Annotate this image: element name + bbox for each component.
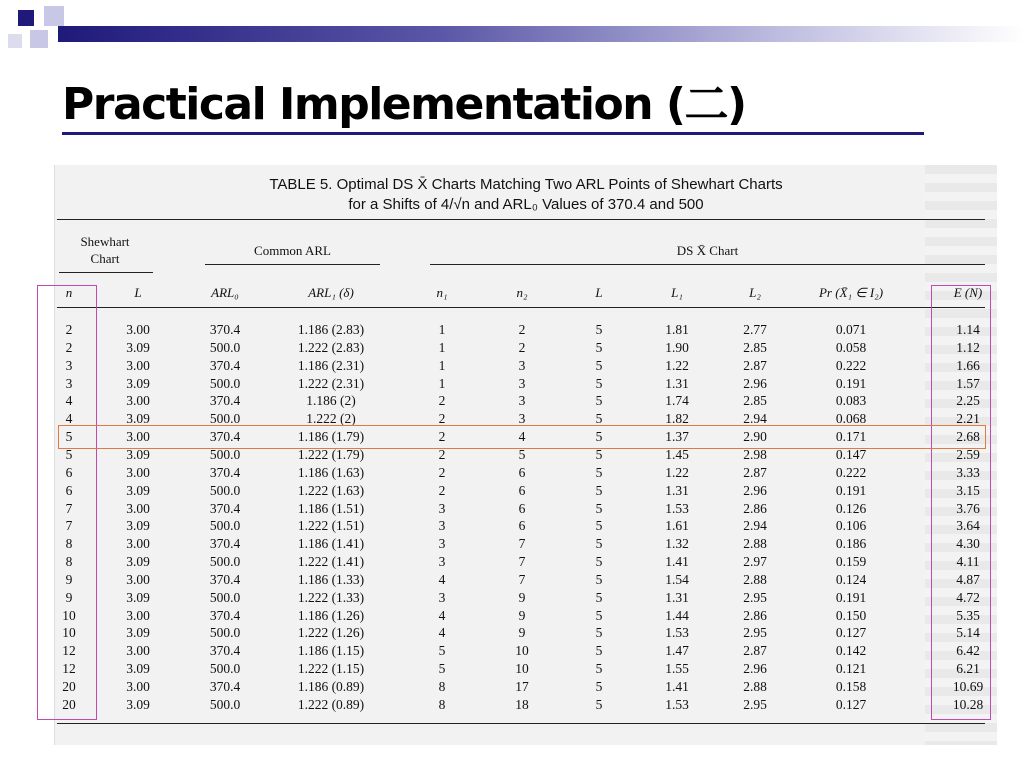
cell-n2: 7 — [518, 571, 526, 587]
cell-l: 3.00 — [126, 536, 150, 552]
cell-l: 3.00 — [126, 322, 150, 337]
cell-n1: 3 — [438, 589, 446, 605]
cell-l1: 1.31 — [665, 375, 689, 391]
cell-n1: 2 — [438, 429, 446, 445]
cell-n1: 1 — [438, 375, 446, 391]
corner-square-lavender — [44, 6, 64, 26]
cell-l: 3.09 — [126, 446, 150, 462]
cell-l: 3.09 — [126, 589, 150, 605]
cell-n1: 8 — [438, 679, 446, 694]
cell-n1: 1 — [438, 357, 446, 373]
cell-l-ds: 5 — [595, 536, 603, 552]
cell-l2: 2.94 — [743, 411, 767, 427]
cell-en: 10.28 — [952, 696, 984, 712]
cell-arl1: 1.222 (1.33) — [297, 589, 365, 605]
title-underline — [62, 132, 924, 135]
cell-arl0: 370.4 — [209, 679, 241, 694]
cell-n: 10 — [62, 625, 76, 641]
cell-n1: 2 — [438, 464, 446, 480]
table-caption-line2: for a Shifts of 4/√n and ARL₀ Values of 370.4 and 500 — [348, 196, 704, 213]
cell-n1: 5 — [438, 643, 446, 659]
cell-n1: 2 — [438, 482, 446, 498]
cell-n1: 2 — [438, 411, 446, 427]
scanned-table — [54, 165, 997, 745]
cell-pr: 0.150 — [835, 607, 867, 623]
highlight-column-en — [931, 285, 991, 720]
bottom-rule — [57, 723, 985, 724]
highlight-row-n5 — [58, 425, 986, 449]
corner-square-lavender — [30, 30, 48, 48]
cell-arl0: 500.0 — [209, 554, 241, 570]
column-header-n2: n₂ — [516, 285, 528, 300]
group-header-shewhart: Shewhart Chart — [80, 234, 130, 266]
cell-l1: 1.45 — [665, 446, 689, 462]
cell-n1: 4 — [438, 625, 446, 641]
cell-en: 4.11 — [956, 554, 980, 570]
highlight-column-n — [37, 285, 97, 720]
cell-l1: 1.55 — [665, 661, 689, 677]
cell-l: 3.09 — [126, 661, 150, 677]
cell-pr: 0.058 — [835, 339, 867, 355]
cell-en: 3.76 — [956, 500, 980, 516]
cell-pr: 0.071 — [835, 322, 867, 337]
cell-n2: 7 — [518, 554, 526, 570]
cell-n: 3 — [65, 375, 73, 391]
cell-l1: 1.54 — [665, 571, 689, 587]
cell-n: 4 — [65, 411, 73, 427]
cell-l: 3.09 — [126, 518, 150, 534]
cell-l2: 2.97 — [743, 554, 767, 570]
cell-l1: 1.61 — [665, 518, 689, 534]
cell-arl1: 1.186 (1.41) — [297, 536, 365, 552]
cell-l2: 2.85 — [743, 393, 767, 409]
cell-l1: 1.74 — [665, 393, 689, 409]
cell-n2: 6 — [518, 518, 526, 534]
cell-pr: 0.186 — [835, 536, 867, 552]
cell-n2: 6 — [518, 464, 526, 480]
cell-en: 1.12 — [956, 339, 980, 355]
cell-n2: 2 — [518, 339, 526, 355]
cell-arl1: 1.186 (1.26) — [297, 607, 365, 623]
cell-l-ds: 5 — [595, 625, 603, 641]
cell-pr: 0.127 — [835, 696, 867, 712]
cell-l-ds: 5 — [595, 322, 603, 337]
table-caption — [55, 175, 997, 215]
cell-n1: 3 — [438, 554, 446, 570]
cell-l1: 1.22 — [665, 357, 689, 373]
cell-l: 3.00 — [126, 607, 150, 623]
cell-n: 6 — [65, 464, 73, 480]
cell-pr: 0.121 — [835, 661, 867, 677]
cell-l-ds: 5 — [595, 429, 603, 445]
cell-n2: 9 — [518, 625, 526, 641]
cell-pr: 0.158 — [835, 679, 867, 694]
cell-n1: 2 — [438, 446, 446, 462]
cell-arl1: 1.186 (2) — [306, 393, 356, 409]
cell-l-ds: 5 — [595, 339, 603, 355]
cell-n2: 3 — [518, 411, 526, 427]
cell-n2: 5 — [518, 446, 526, 462]
cell-pr: 0.106 — [835, 518, 867, 534]
cell-n2: 10 — [515, 643, 529, 659]
cell-l1: 1.82 — [665, 411, 689, 427]
cell-l-ds: 5 — [595, 482, 603, 498]
cell-n: 7 — [65, 500, 73, 516]
cell-arl1: 1.186 (1.79) — [297, 429, 365, 445]
cell-arl1: 1.222 (2) — [306, 411, 356, 427]
cell-en: 2.21 — [956, 411, 980, 427]
cell-en: 3.33 — [956, 464, 980, 480]
cell-pr: 0.124 — [835, 571, 867, 587]
cell-l: 3.09 — [126, 411, 150, 427]
cell-arl0: 370.4 — [209, 607, 241, 623]
cell-arl0: 370.4 — [209, 464, 241, 480]
cell-n2: 4 — [518, 429, 526, 445]
cell-n: 20 — [62, 696, 76, 712]
cell-n: 3 — [65, 357, 73, 373]
cell-arl0: 500.0 — [209, 446, 241, 462]
cell-arl0: 500.0 — [209, 625, 241, 641]
cell-n2: 7 — [518, 536, 526, 552]
cell-l2: 2.88 — [743, 571, 767, 587]
cell-l: 3.00 — [126, 357, 150, 373]
cell-l2: 2.94 — [743, 518, 767, 534]
cell-en: 5.35 — [956, 607, 980, 623]
cell-pr: 0.142 — [835, 643, 867, 659]
cell-l-ds: 5 — [595, 643, 603, 659]
cell-l: 3.00 — [126, 429, 150, 445]
corner-square-light — [8, 34, 22, 48]
cell-l: 3.09 — [126, 554, 150, 570]
cell-n1: 3 — [438, 518, 446, 534]
cell-en: 1.57 — [956, 375, 980, 391]
cell-en: 4.72 — [956, 589, 980, 605]
cell-arl1: 1.222 (1.26) — [297, 625, 365, 641]
slide-title: Practical Implementation (二) — [62, 79, 746, 130]
cell-l1: 1.22 — [665, 464, 689, 480]
cell-n2: 9 — [518, 607, 526, 623]
cell-n: 12 — [62, 661, 76, 677]
cell-l2: 2.96 — [743, 375, 767, 391]
cell-en: 2.59 — [956, 446, 980, 462]
cell-arl0: 500.0 — [209, 589, 241, 605]
cell-n2: 3 — [518, 357, 526, 373]
cell-arl0: 500.0 — [209, 482, 241, 498]
cell-n: 2 — [65, 322, 73, 337]
cell-l2: 2.88 — [743, 679, 767, 694]
cell-n1: 2 — [438, 393, 446, 409]
cell-arl1: 1.222 (1.41) — [297, 554, 365, 570]
cell-en: 2.68 — [956, 429, 980, 445]
cell-arl0: 500.0 — [209, 518, 241, 534]
cell-n2: 6 — [518, 500, 526, 516]
cell-l-ds: 5 — [595, 679, 603, 694]
cell-pr: 0.191 — [835, 589, 867, 605]
cell-en: 3.64 — [956, 518, 980, 534]
cell-arl1: 1.222 (2.83) — [297, 339, 365, 355]
cell-pr: 0.191 — [835, 375, 867, 391]
cell-n2: 3 — [518, 393, 526, 409]
group-header-ds-chart: DS X̄ Chart — [676, 243, 739, 258]
cell-arl0: 500.0 — [209, 696, 241, 712]
cell-arl0: 370.4 — [209, 571, 241, 587]
cell-l2: 2.86 — [743, 607, 767, 623]
cell-arl1: 1.222 (2.31) — [297, 375, 365, 391]
column-header-l: L — [134, 285, 142, 300]
cell-l1: 1.32 — [665, 536, 689, 552]
cell-n2: 2 — [518, 322, 526, 337]
cell-l2: 2.87 — [743, 464, 767, 480]
cell-arl1: 1.186 (0.89) — [297, 679, 365, 694]
cell-arl1: 1.186 (1.15) — [297, 643, 365, 659]
table-caption-line1: TABLE 5. Optimal DS X̄ Charts Matching Two ARL Points of Shewhart Charts — [269, 176, 783, 193]
cell-l2: 2.95 — [743, 589, 767, 605]
cell-l-ds: 5 — [595, 357, 603, 373]
cell-l-ds: 5 — [595, 696, 603, 712]
cell-pr: 0.171 — [835, 429, 867, 445]
cell-arl1: 1.222 (1.15) — [297, 661, 365, 677]
cell-n1: 4 — [438, 607, 446, 623]
column-header-arl0: ARL₀ — [211, 285, 239, 300]
column-header-l1: L₁ — [671, 285, 683, 300]
cell-l-ds: 5 — [595, 661, 603, 677]
cell-pr: 0.222 — [835, 464, 867, 480]
cell-l1: 1.31 — [665, 482, 689, 498]
cell-en: 2.25 — [956, 393, 980, 409]
cell-n1: 5 — [438, 661, 446, 677]
cell-n: 5 — [65, 429, 73, 445]
cell-l1: 1.47 — [665, 643, 689, 659]
cell-en: 5.14 — [956, 625, 980, 641]
header-rule — [57, 307, 985, 308]
header-gradient-bar — [58, 26, 1024, 42]
cell-arl1: 1.222 (1.79) — [297, 446, 365, 462]
cell-l2: 2.87 — [743, 357, 767, 373]
cell-l1: 1.41 — [665, 554, 689, 570]
cell-n: 12 — [62, 643, 76, 659]
cell-l1: 1.53 — [665, 696, 689, 712]
cell-l: 3.00 — [126, 679, 150, 694]
cell-n: 20 — [62, 679, 76, 694]
cell-l-ds: 5 — [595, 464, 603, 480]
cell-arl1: 1.222 (1.63) — [297, 482, 365, 498]
cell-pr: 0.159 — [835, 554, 867, 570]
cell-pr: 0.222 — [835, 357, 867, 373]
cell-l2: 2.98 — [743, 446, 767, 462]
cell-arl1: 1.186 (1.51) — [297, 500, 365, 516]
cell-arl0: 370.4 — [209, 500, 241, 516]
cell-n1: 3 — [438, 536, 446, 552]
cell-l2: 2.88 — [743, 536, 767, 552]
column-header-en: E (N) — [953, 285, 983, 300]
cell-l1: 1.81 — [665, 322, 689, 337]
cell-arl0: 500.0 — [209, 339, 241, 355]
cell-arl1: 1.186 (2.83) — [297, 322, 365, 337]
cell-l: 3.09 — [126, 696, 150, 712]
cell-pr: 0.147 — [835, 446, 867, 462]
cell-n2: 3 — [518, 375, 526, 391]
cell-n2: 17 — [515, 679, 529, 694]
cell-l1: 1.53 — [665, 500, 689, 516]
cell-n2: 18 — [515, 696, 529, 712]
cell-l2: 2.95 — [743, 696, 767, 712]
cell-n: 8 — [65, 536, 73, 552]
cell-en: 3.15 — [956, 482, 980, 498]
cell-n1: 1 — [438, 339, 446, 355]
cell-arl0: 370.4 — [209, 393, 241, 409]
cell-l: 3.00 — [126, 571, 150, 587]
cell-n: 7 — [65, 518, 73, 534]
cell-n: 9 — [65, 571, 73, 587]
cell-l-ds: 5 — [595, 589, 603, 605]
common-arl-rule — [205, 264, 380, 265]
cell-n: 4 — [65, 393, 73, 409]
cell-en: 1.66 — [956, 357, 980, 373]
cell-l: 3.09 — [126, 375, 150, 391]
top-rule — [57, 219, 985, 220]
cell-l: 3.00 — [126, 464, 150, 480]
cell-en: 6.42 — [956, 643, 980, 659]
ds-chart-rule — [430, 264, 985, 265]
cell-arl0: 370.4 — [209, 536, 241, 552]
cell-l: 3.09 — [126, 625, 150, 641]
cell-en: 6.21 — [956, 661, 980, 677]
cell-l2: 2.77 — [743, 322, 767, 337]
cell-n: 6 — [65, 482, 73, 498]
cell-arl0: 370.4 — [209, 643, 241, 659]
cell-l: 3.00 — [126, 643, 150, 659]
cell-n: 9 — [65, 589, 73, 605]
column-header-n1: n₁ — [436, 285, 448, 300]
cell-l: 3.09 — [126, 339, 150, 355]
cell-n2: 9 — [518, 589, 526, 605]
cell-n1: 3 — [438, 500, 446, 516]
cell-n: 5 — [65, 446, 73, 462]
cell-l2: 2.90 — [743, 429, 767, 445]
column-header-l2: L₂ — [749, 285, 761, 300]
cell-en: 10.69 — [952, 679, 984, 694]
cell-arl1: 1.222 (1.51) — [297, 518, 365, 534]
cell-l-ds: 5 — [595, 500, 603, 516]
cell-l-ds: 5 — [595, 393, 603, 409]
cell-l2: 2.87 — [743, 643, 767, 659]
cell-l: 3.00 — [126, 393, 150, 409]
cell-arl1: 1.186 (1.33) — [297, 571, 365, 587]
cell-l2: 2.96 — [743, 482, 767, 498]
group-header-common-arl: Common ARL — [254, 243, 331, 258]
cell-l-ds: 5 — [595, 411, 603, 427]
cell-arl0: 500.0 — [209, 661, 241, 677]
cell-arl1: 1.186 (2.31) — [297, 357, 365, 373]
cell-arl0: 370.4 — [209, 357, 241, 373]
cell-n: 2 — [65, 339, 73, 355]
cell-l1: 1.31 — [665, 589, 689, 605]
cell-l1: 1.90 — [665, 339, 689, 355]
cell-l1: 1.44 — [665, 607, 689, 623]
cell-l2: 2.95 — [743, 625, 767, 641]
cell-en: 1.14 — [956, 322, 980, 337]
cell-arl0: 370.4 — [209, 429, 241, 445]
cell-n2: 10 — [515, 661, 529, 677]
cell-l-ds: 5 — [595, 554, 603, 570]
cell-arl1: 1.186 (1.63) — [297, 464, 365, 480]
cell-l2: 2.86 — [743, 500, 767, 516]
shewhart-rule — [59, 272, 153, 273]
cell-l: 3.00 — [126, 500, 150, 516]
cell-arl0: 370.4 — [209, 322, 241, 337]
cell-pr: 0.126 — [835, 500, 867, 516]
cell-arl0: 500.0 — [209, 375, 241, 391]
cell-l2: 2.85 — [743, 339, 767, 355]
cell-l-ds: 5 — [595, 446, 603, 462]
column-header-pr: Pr (X̄₁ ∈ I₂) — [818, 285, 884, 300]
cell-pr: 0.068 — [835, 411, 867, 427]
cell-l: 3.09 — [126, 482, 150, 498]
cell-n1: 1 — [438, 322, 446, 337]
cell-n: 10 — [62, 607, 76, 623]
cell-l2: 2.96 — [743, 661, 767, 677]
cell-arl0: 500.0 — [209, 411, 241, 427]
cell-pr: 0.191 — [835, 482, 867, 498]
column-header-n: n — [65, 285, 73, 300]
column-header-arl1: ARL₁ (δ) — [308, 285, 354, 300]
cell-n1: 8 — [438, 696, 446, 712]
cell-pr: 0.127 — [835, 625, 867, 641]
cell-l-ds: 5 — [595, 571, 603, 587]
cell-n1: 4 — [438, 571, 446, 587]
cell-en: 4.30 — [956, 536, 980, 552]
cell-l1: 1.41 — [665, 679, 689, 694]
cell-arl1: 1.222 (0.89) — [297, 696, 365, 712]
cell-n2: 6 — [518, 482, 526, 498]
column-header-l-ds: L — [595, 285, 603, 300]
cell-pr: 0.083 — [835, 393, 867, 409]
cell-l-ds: 5 — [595, 375, 603, 391]
cell-l-ds: 5 — [595, 518, 603, 534]
cell-l1: 1.53 — [665, 625, 689, 641]
cell-n: 8 — [65, 554, 73, 570]
cell-en: 4.87 — [956, 571, 980, 587]
cell-l1: 1.37 — [665, 429, 689, 445]
cell-l-ds: 5 — [595, 607, 603, 623]
corner-square-navy — [18, 10, 34, 26]
